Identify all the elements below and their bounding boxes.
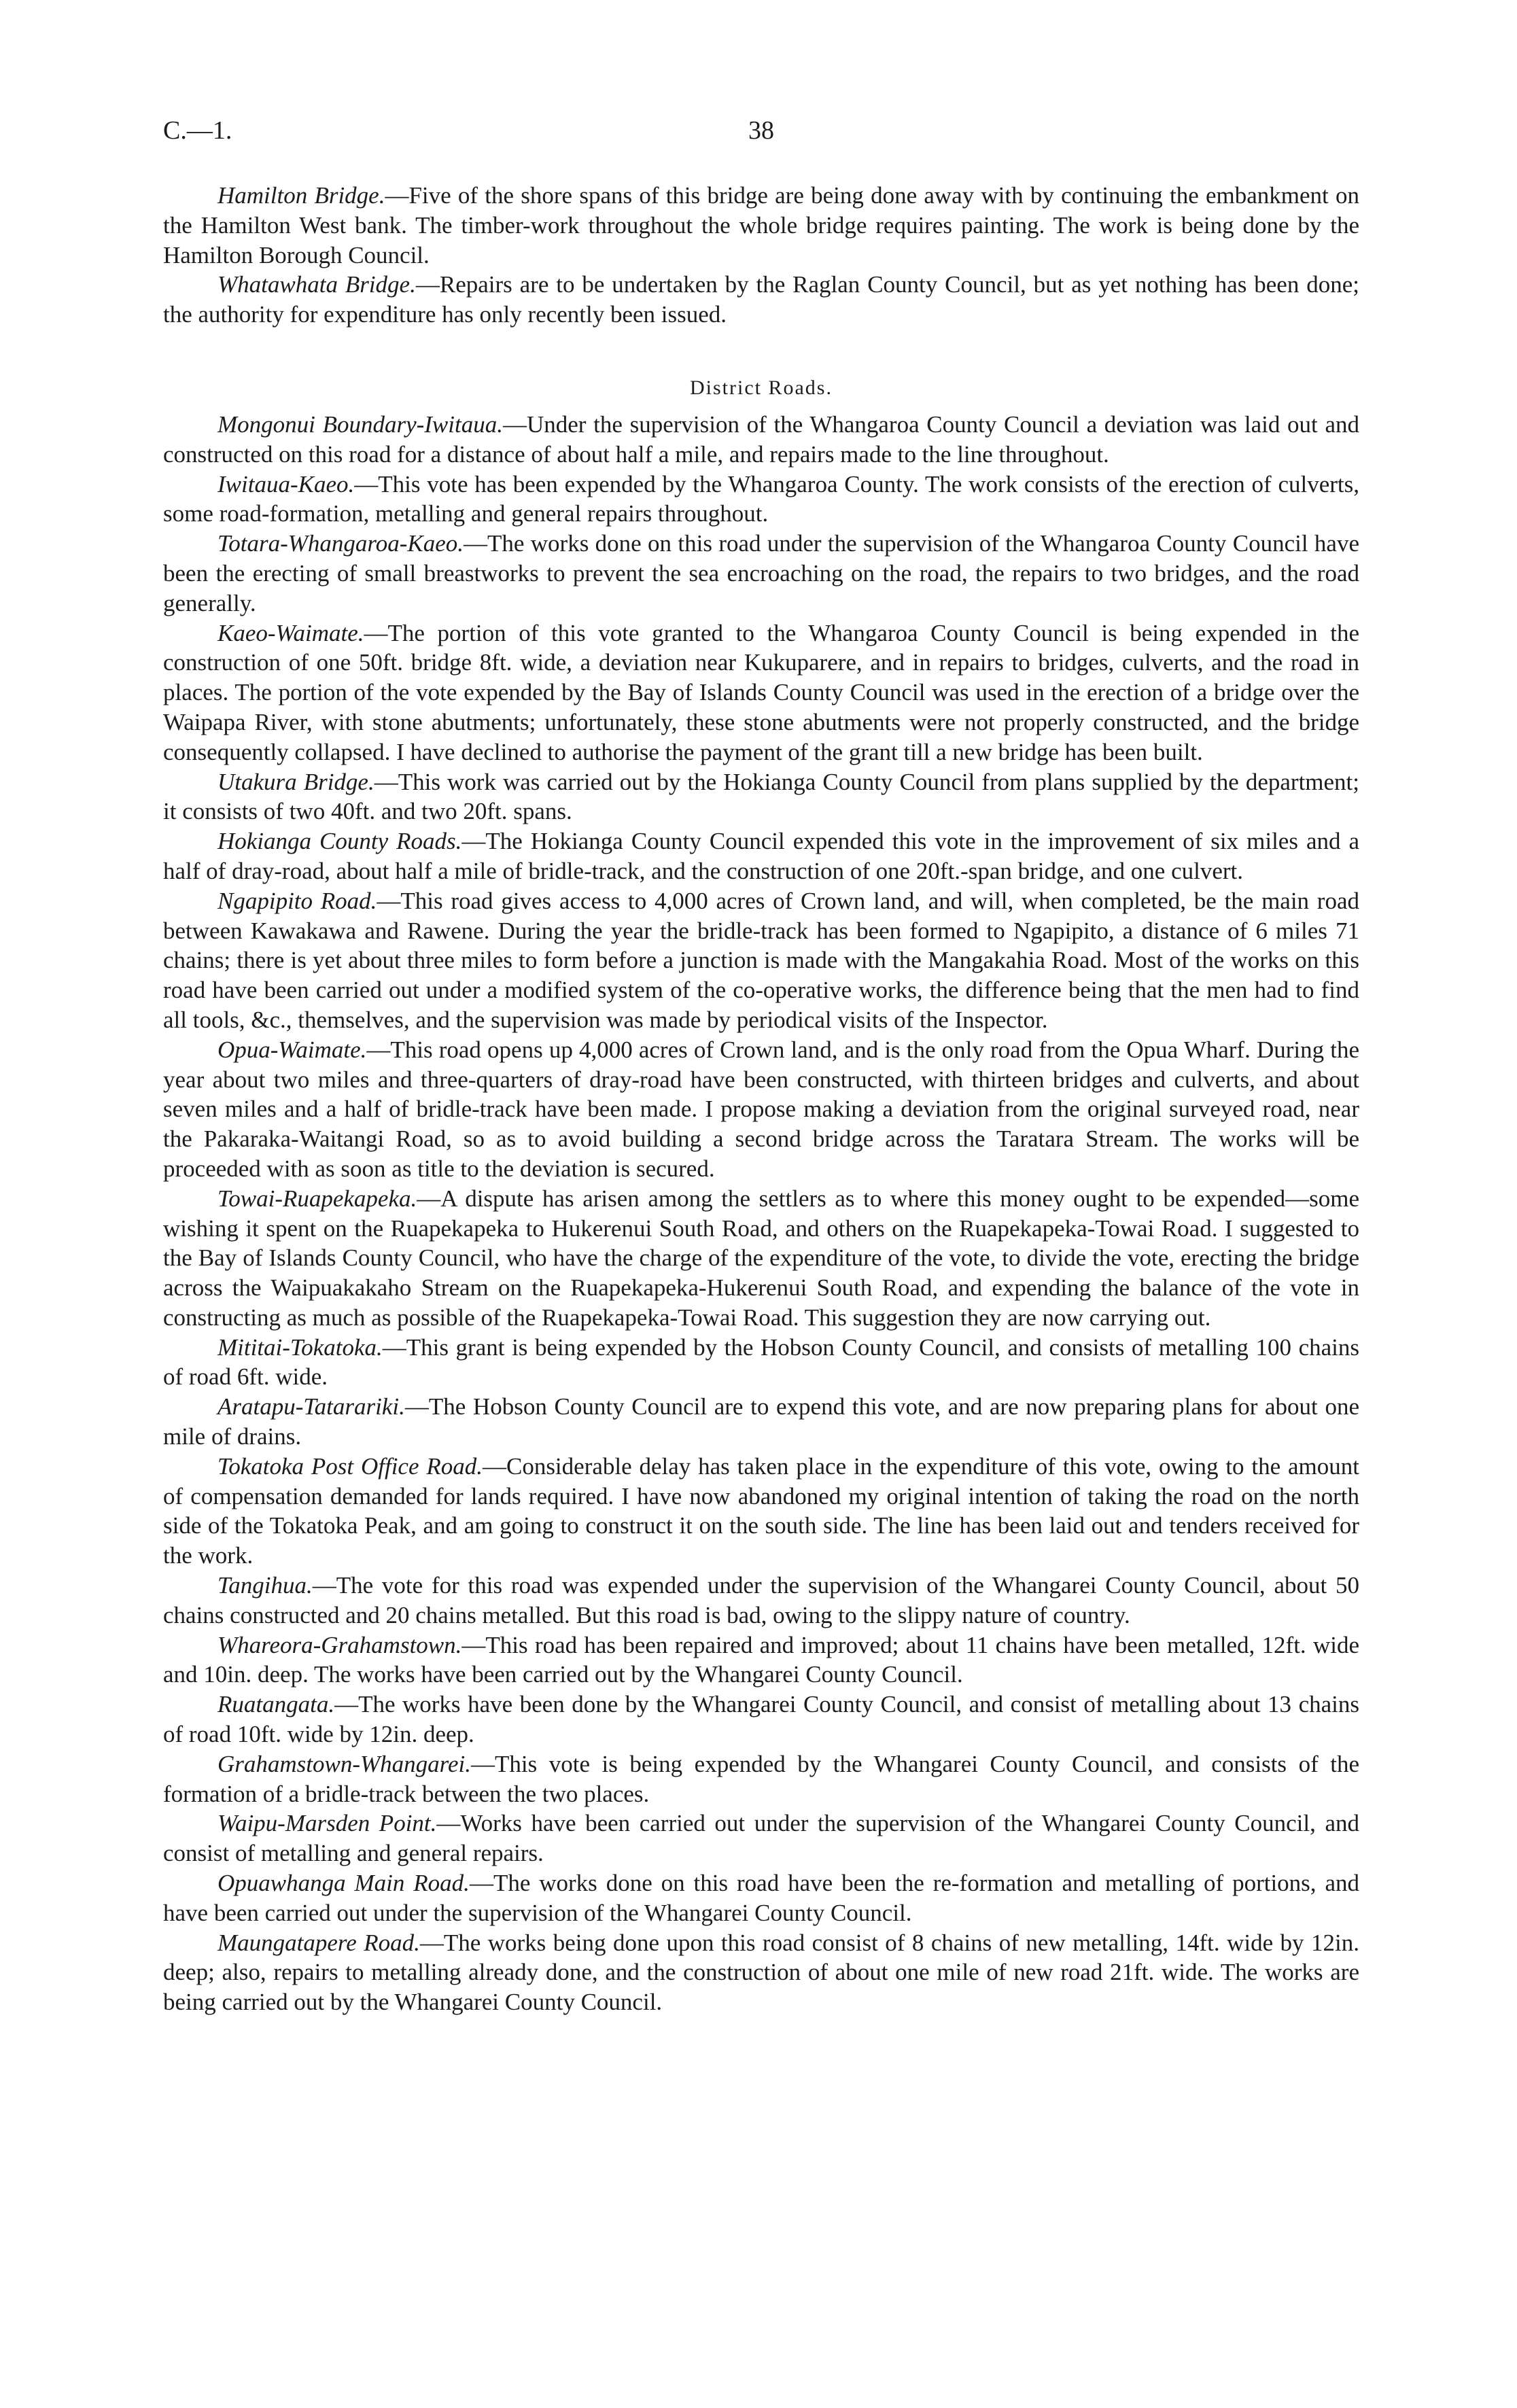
paragraph-title: Kaeo-Waimate. (217, 619, 364, 646)
paragraph-title: Opua-Waimate. (217, 1036, 367, 1063)
paragraph-text: —A dispute has arisen among the settlers as to where this money ought to be expended—some wishing it spent on the Ruapekapeka to Hukerenui South Road, and others on the Ruapekapeka-Towai Road. I suggested to the Bay of Islands County Council, who have the charge of the expenditure of the vote, to divide the vote, erecting the bridge across the Waipuakakaho Stream on the Ruapekapeka-Hukerenui South Road, and expending the balance of the vote in constructing as much as possible of the Ruapekapeka-Towai Road. This suggestion they are now carrying out. (163, 1185, 1359, 1331)
paragraph-text: —The works being done upon this road consist of 8 chains of new metalling, 14ft. wide by 12in. deep; also, repairs to metalling already done, and the construction of about one mile of new road 21ft. wide. The works are being carried out by the Whangarei County Council. (163, 1929, 1359, 2016)
paragraph-title: Tokatoka Post Office Road. (217, 1452, 483, 1480)
report-paragraph (163, 767, 1359, 827)
report-paragraph (163, 618, 1359, 767)
paragraph-text: —This road opens up 4,000 acres of Crown land, and is the only road from the Opua Wharf. During the year about two miles and three-quarters of dray-road have been constructed, with thirteen bridges and culverts, and about seven miles and a half of bridle-track have been made. I propose making a deviation from the original surveyed road, near the Pakaraka-Waitangi Road, so as to avoid building a second bridge across the Taratara Stream. The works will be proceeded with as soon as title to the deviation is secured. (163, 1036, 1359, 1182)
report-paragraph (163, 1868, 1359, 1928)
report-paragraph (163, 181, 1359, 270)
paragraph-title: Mititai-Tokatoka. (217, 1333, 383, 1361)
paragraph-title: Whatawhata Bridge. (217, 271, 416, 298)
paragraph-text: —This road gives access to 4,000 acres of Crown land, and will, when completed, be the main road between Kawakawa and Rawene. During the year the bridle-track has been formed to Ngapipito, a distance of 6 miles 71 chains; there is yet about three miles to form before a junction is made with the Mangakahia Road. Most of the works on this road have been carried out under a modified system of the co-operative works, the difference being that the men had to find all tools, &c., themselves, and the supervision was made by periodical visits of the Inspector. (163, 887, 1359, 1033)
paragraph-text: —Considerable delay has taken place in the expenditure of this vote, owing to the amount of compensation demanded for lands required. I have now abandoned my original intention of taking the road on the north side of the Tokatoka Peak, and am going to construct it on the south side. The line has been laid out and tenders received for the work. (163, 1452, 1359, 1569)
report-paragraph (163, 470, 1359, 529)
paragraph-title: Maungatapere Road. (217, 1929, 420, 1956)
report-paragraph (163, 1690, 1359, 1749)
document-reference: C.—1. (163, 116, 232, 145)
paragraph-title: Towai-Ruapekapeka. (217, 1185, 417, 1212)
paragraph-text: —This vote is being expended by the Whangarei County Council, and consists of the formation of a bridle-track between the two places. (163, 1750, 1359, 1807)
paragraph-title: Utakura Bridge. (217, 768, 374, 795)
paragraph-text: —The vote for this road was expended under the supervision of the Whangarei County Council, about 50 chains constructed and 20 chains metalled. But this road is bad, owing to the slippy nature of country. (163, 1572, 1359, 1628)
paragraph-text: —Repairs are to be undertaken by the Raglan County Council, but as yet nothing has been done; the authority for expenditure has only recently been issued. (163, 271, 1359, 328)
report-paragraph (163, 1184, 1359, 1333)
report-paragraph (163, 1392, 1359, 1452)
paragraph-title: Mongonui Boundary-Iwitaua. (217, 411, 503, 438)
paragraph-title: Hokianga County Roads. (217, 828, 462, 855)
paragraph-text: —The works done on this road under the supervision of the Whangaroa County Council have been the erecting of small breastworks to prevent the sea encroaching on the road, the repairs to two bridges, and the road generally. (163, 530, 1359, 616)
report-paragraph (163, 1630, 1359, 1690)
paragraph-title: Ngapipito Road. (217, 887, 377, 914)
paragraph-text: —The portion of this vote granted to the Whangaroa County Council is being expended in the construction of one 50ft. bridge 8ft. wide, a deviation near Kukuparere, and in repairs to bridges, culverts, and the road in places. The portion of the vote expended by the Bay of Islands County Council was used in the erection of a bridge over the Waipapa River, with stone abutments; unfortunately, these stone abutments were not properly constructed, and the bridge consequently collapsed. I have declined to authorise the payment of the grant till a new bridge has been built. (163, 619, 1359, 765)
paragraph-title: Whareora-Grahamstown. (217, 1631, 462, 1658)
paragraph-title: Aratapu-Tatarariki. (217, 1393, 405, 1420)
paragraph-text: —This road has been repaired and improved; about 11 chains have been metalled, 12ft. wide and 10in. deep. The works have been carried out by the Whangarei County Council. (163, 1631, 1359, 1688)
paragraph-title: Waipu-Marsden Point. (217, 1810, 437, 1837)
district-roads-body (163, 410, 1359, 2017)
report-paragraph (163, 826, 1359, 886)
report-paragraph (163, 1749, 1359, 1809)
paragraph-text: —This vote has been expended by the Whangaroa County. The work consists of the erection of culverts, some road-formation, metalling and general repairs throughout. (163, 470, 1359, 527)
bridge-notes (163, 181, 1359, 330)
report-paragraph (163, 410, 1359, 470)
report-paragraph (163, 1809, 1359, 1868)
paragraph-text: —Under the supervision of the Whangaroa County Council a deviation was laid out and constructed on this road for a distance of about half a mile, and repairs made to the line throughout. (163, 411, 1359, 468)
report-paragraph (163, 1928, 1359, 2017)
report-paragraph (163, 529, 1359, 618)
paragraph-title: Hamilton Bridge. (217, 182, 385, 209)
report-paragraph (163, 1333, 1359, 1393)
paragraph-text: —This work was carried out by the Hokianga County Council from plans supplied by the department; it consists of two 40ft. and two 20ft. spans. (163, 768, 1359, 825)
report-paragraph (163, 1035, 1359, 1184)
page-number: 38 (748, 116, 774, 145)
paragraph-text: —The works have been done by the Whangarei County Council, and consist of metalling about 13 chains of road 10ft. wide by 12in. deep. (163, 1691, 1359, 1748)
report-paragraph (163, 270, 1359, 330)
paragraph-title: Grahamstown-Whangarei. (217, 1750, 472, 1777)
report-paragraph (163, 1571, 1359, 1630)
section-title: District Roads. (690, 376, 833, 399)
paragraph-title: Opuawhanga Main Road. (217, 1870, 470, 1897)
paragraph-title: Ruatangata. (217, 1691, 335, 1718)
paragraph-text: —The works done on this road have been the re-formation and metalling of portions, and have been carried out under the supervision of the Whangarei County Council. (163, 1870, 1359, 1926)
paragraph-text: —This grant is being expended by the Hobson County Council, and consists of metalling 100 chains of road 6ft. wide. (163, 1333, 1359, 1391)
paragraph-text: —The Hobson County Council are to expend this vote, and are now preparing plans for about one mile of drains. (163, 1393, 1359, 1450)
paragraph-title: Totara-Whangaroa-Kaeo. (217, 530, 464, 557)
paragraph-text: —Works have been carried out under the supervision of the Whangarei County Council, and consist of metalling and general repairs. (163, 1810, 1359, 1867)
report-paragraph (163, 1452, 1359, 1571)
page-header (163, 114, 1359, 155)
paragraph-text: —Five of the shore spans of this bridge are being done away with by continuing the embankment on the Hamilton West bank. The timber-work throughout the whole bridge requires painting. The work is being done by the Hamilton Borough Council. (163, 182, 1359, 268)
paragraph-title: Iwitaua-Kaeo. (217, 470, 355, 498)
paragraph-title: Tangihua. (217, 1572, 313, 1599)
document-page (163, 114, 1359, 2017)
paragraph-text: —The Hokianga County Council expended this vote in the improvement of six miles and a half of dray-road, about half a mile of bridle-track, and the construction of one 20ft.-span bridge, and one culvert. (163, 828, 1360, 884)
report-paragraph (163, 886, 1359, 1035)
